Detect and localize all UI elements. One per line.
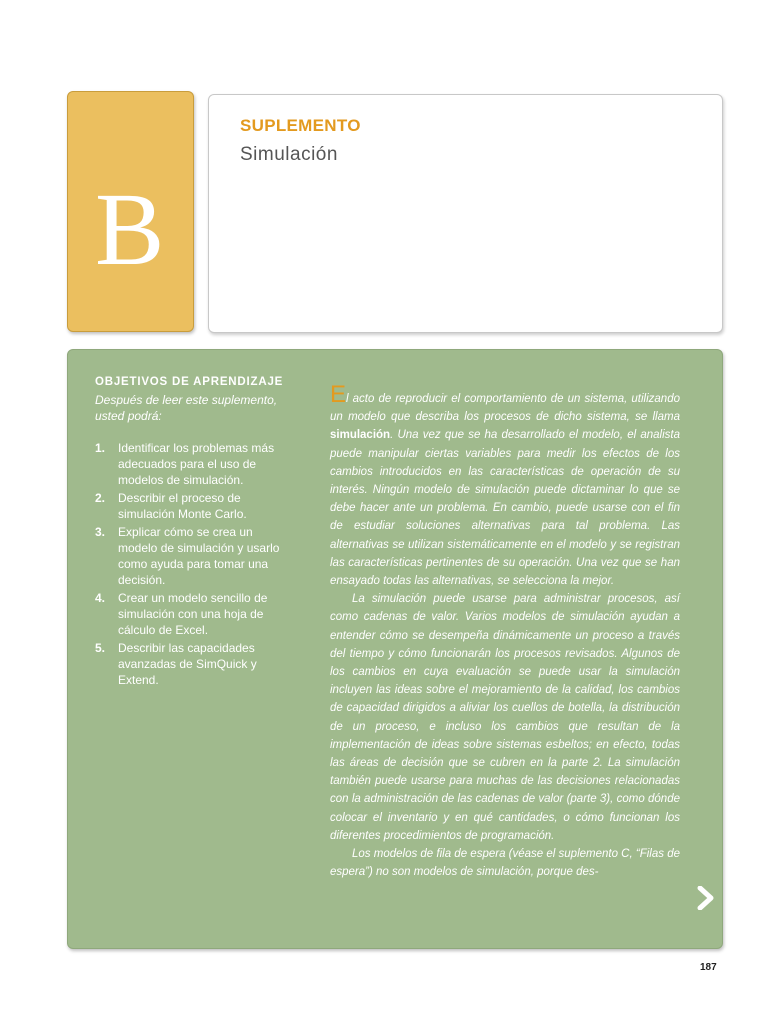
learning-objectives [95, 376, 295, 690]
paragraph-3: Los modelos de fila de espera (véase el suplemento C, “Filas de espera”) no son modelos de simulación, porque des- [330, 848, 680, 879]
chapter-title: Simulación [240, 144, 338, 165]
objective-item [95, 524, 295, 588]
objective-number: 2. [95, 491, 106, 505]
paragraph-1-start: l acto de reproducir el comportamiento de un sistema, utilizando un modelo que describa los procesos de dicho sistema, se llama [330, 393, 680, 424]
objective-text: Identificar los problemas más adecuados para el uso de modelos de simulación. [118, 441, 275, 487]
objectives-heading: OBJETIVOS DE APRENDIZAJE [95, 376, 284, 388]
objective-number: 5. [95, 641, 106, 655]
paragraph-1 [330, 381, 680, 590]
paragraph-2: La simulación puede usarse para administrar procesos, así como cadenas de valor. Varios modelos de simulación ayudan a entender cómo se desempeña dinámicamente un proceso a través del tiempo y cómo funcionarán los procesos revisados. Algunos de los cambios en cuya evaluación se puede usar la simulación incluyen las ideas sobre el mejoramiento de la calidad, los cambios de capacidad dirigidos a aliviar los cuellos de botella, la distribución de un proceso, e incluso los cambios que resultan de la implementación de ideas sobre sistemas esbeltos; en efecto, todas las áreas de decisión que se cubren en la parte 2. La simulación también puede usarse para muchas de las decisiones relacionadas con la administración de las cadenas de valor (parte 3), como dónde colocar el inventario y en qué cantidades, o cómo funcionan los diferentes procedimientos de programación. [330, 593, 680, 842]
objective-number: 3. [95, 525, 106, 539]
objective-text: Explicar cómo se crea un modelo de simulación y usarlo como ayuda para tomar una decisión. [118, 525, 280, 587]
key-term: simulación [330, 429, 391, 442]
chevron-right-icon[interactable] [696, 886, 716, 910]
objective-text: Describir el proceso de simulación Monte Carlo. [118, 491, 247, 521]
paragraph-1-rest: . Una vez que se ha desarrollado el modelo, el analista puede manipular ciertas variables para medir los efectos de los cambios introducidos en las características de operación de su interés. Ningún modelo de simulación puede dictaminar lo que se debe hacer ante un problema. En cambio, puede usarse con el fin de estudiar soluciones alternativas para tal problema. Las alternativas se utilizan sistemáticamente en el modelo y se registran las características pertinentes de su operación. Una vez que se han ensayado todas las alternativas, se selecciona la mejor. [330, 429, 680, 588]
content-panel [67, 349, 723, 949]
objectives-list [95, 440, 295, 688]
chapter-tab [67, 91, 194, 332]
drop-cap: E [330, 381, 347, 408]
objective-text: Describir las capacidades avanzadas de SimQuick y Extend. [118, 641, 257, 687]
intro-text [330, 381, 680, 881]
objective-item [95, 590, 295, 638]
objective-item [95, 490, 295, 522]
title-box [208, 94, 723, 333]
objective-item [95, 640, 295, 688]
objectives-intro: Después de leer este suplemento, usted podrá: [95, 393, 278, 423]
page-number: 187 [700, 962, 717, 973]
objective-item [95, 440, 295, 488]
objective-text: Crear un modelo sencillo de simulación con una hoja de cálculo de Excel. [118, 591, 268, 637]
chapter-letter: B [95, 172, 165, 287]
supplement-label: SUPLEMENTO [240, 116, 361, 135]
objective-number: 1. [95, 441, 106, 455]
objective-number: 4. [95, 591, 106, 605]
